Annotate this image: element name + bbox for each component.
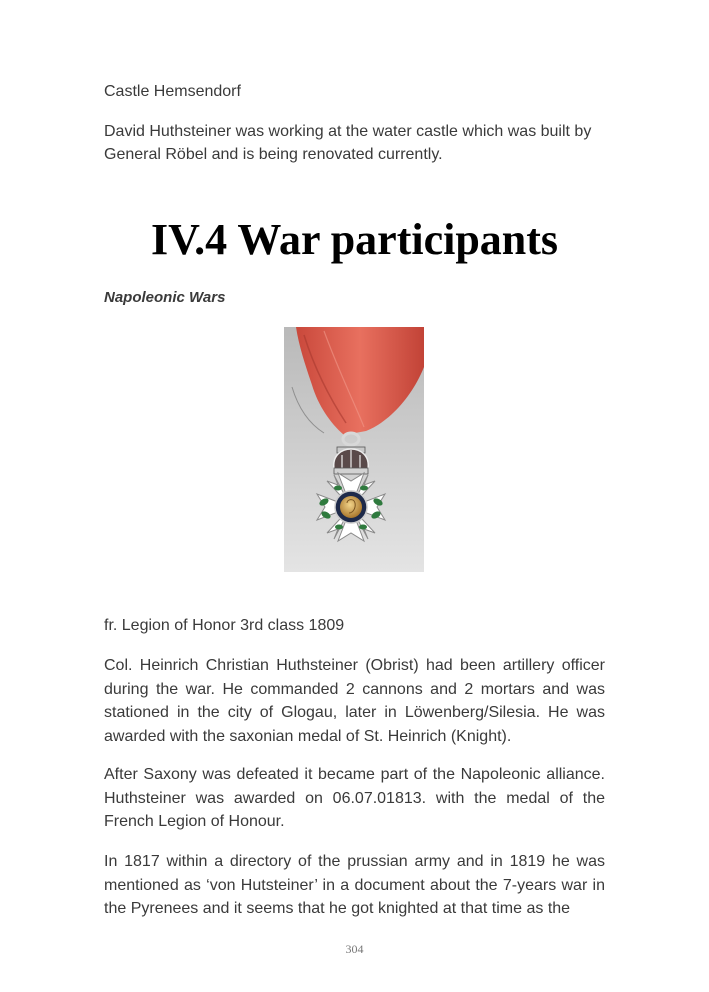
section-heading: IV.4 War participants <box>150 215 559 264</box>
body-paragraph: After Saxony was defeated it became part of the Napoleonic alliance. Huthsteiner was awarded on 06.07.01813. with the medal of the French Legion of Honour. <box>104 766 605 830</box>
subsection-heading: Napoleonic Wars <box>104 289 226 306</box>
body-paragraph: Col. Heinrich Christian Huthsteiner (Obrist) had been artillery officer during the war. He commanded 2 cannons and 2 mortars and was stationed in the city of Glogau, later in Löwenberg/Silesia. He was awarded with the saxonian medal of St. Heinrich (Knight). <box>104 657 605 745</box>
page-number: 304 <box>345 942 364 956</box>
legion-of-honour-medal-icon <box>284 327 424 572</box>
body-paragraph: In 1817 within a directory of the prussian army and in 1819 he was mentioned as ‘von Hutsteiner’ in a document about the 7-years war in the Pyrenees and it seems that he got knighted at that time as the <box>104 853 605 917</box>
intro-paragraph: David Huthsteiner was working at the water castle which was built by General Röbel and is being renovated currently. <box>104 123 592 163</box>
figure-caption: fr. Legion of Honor 3rd class 1809 <box>104 617 345 634</box>
intro-title: Castle Hemsendorf <box>104 83 241 100</box>
